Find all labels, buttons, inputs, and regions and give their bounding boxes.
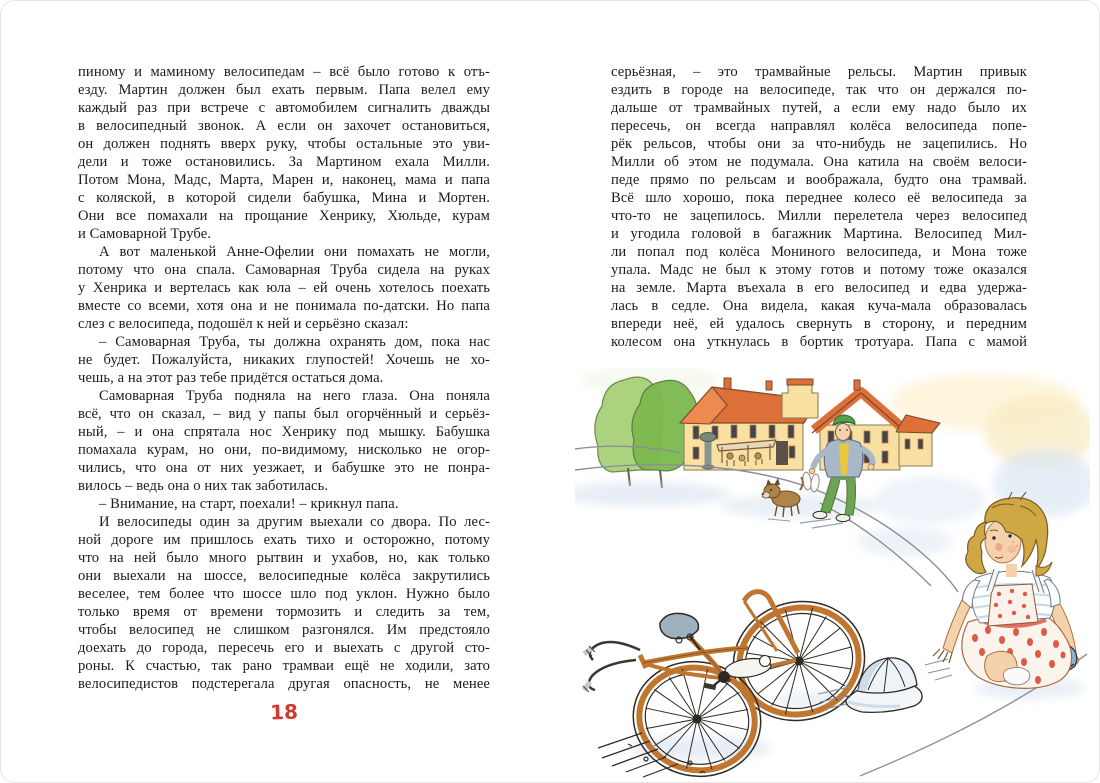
page-number: 18 [269,699,299,725]
text-line: доехать до города, пересечь его и выехать с другой сто- [78,640,490,656]
text-line: – Самоварная Труба, ты должна охранять дом, пока нас [99,334,490,350]
text-line: – Внимание, на старт, поехали! – крикнул папа. [99,496,399,512]
text-line: ли попал под колёса Мониного велосипеда, и Мона тоже [611,244,1027,260]
text-line: впереди неё, ей удалось свернуть в сторону, и передним [611,316,1027,332]
text-line: пиному и маминому велосипедам – всё было готово к отъ- [78,64,490,80]
text-line: Милли об этом не подумала. Она катила на своём велоси- [611,154,1027,170]
text-line: чтобы велосипед не слишком разгонялся. Им предстояло [78,622,490,638]
text-line: серьёзная, – это трамвайные рельсы. Мартин привык [611,64,1027,80]
text-line: колесом она уткнулась в бортик тротуара. Папа с мамой [611,334,1027,350]
text-line: у Хенрика и вертелась как юла – ей очень хотелось поехать [78,280,490,296]
text-line: и Самоварной Трубе. [78,226,212,242]
text-line: Самоварная Труба подняла на него глаза. Она поняла [99,388,490,404]
text-line: что-то не зацепилось. Милли перелетела через велосипед [611,208,1027,224]
text-line: потому что она спала. Самоварная Труба сидела на руках [78,262,490,278]
text-line: Потом Мона, Мадс, Марта, Марен и, наконец, мама и папа [78,172,490,188]
illustration [575,368,1090,780]
text-line: пересечь, он всегда направлял колёса велосипеда попе- [611,118,1027,134]
text-line: ной дороге им пришлось ехать тихо и осторожно, потому [78,532,490,548]
text-line: рёк рельсов, чтобы они за что-нибудь не зацепились. Но [611,136,1027,152]
text-line: он должен поднять вверх руку, чтобы остальные это уви- [78,136,490,152]
illustration-svg [575,368,1090,780]
handlebar [583,642,640,692]
text-line: слез с велосипеда, подошёл к ней и серьёзно сказал: [78,316,409,332]
text-line: всё, что он сказал, – вид у папы был огорчённый и серьёз- [78,406,490,422]
left-page-text [78,63,490,693]
text-line: что на ней было много рытвин и ухабов, но, как только [78,550,490,566]
text-line: веселее, тем более что шоссе шло под уклон. Нужно было [78,586,490,602]
text-line: они выехали на шоссе, велосипедные колёса закрутились [78,568,490,584]
text-line: лась в седле. Она видела, какая куча-мала образовалась [611,298,1027,314]
text-line: вместе со всеми, хотя она и не понимала по-датски. Но папа [78,298,490,314]
text-line: только время от времени тормозить и следить за тем, [78,604,490,620]
text-line: в велосипедный звонок. А если он захочет остановиться, [78,118,490,134]
text-line: упала. Мадс не был к этому готов и потому тоже оказался [611,262,1027,278]
text-line: чились, что она от них уезжает, и бабушке это не понра- [78,460,490,476]
text-line: ездить в городе на велосипеде, так что он держался по- [611,82,1027,98]
text-line: педе прямо по рельсам и воображала, будто она трамвай. [611,172,1027,188]
text-line: Они все помахали на прощание Хенрику, Хюльде, курам [78,208,490,224]
text-line: с коляской, в которой сидели бабушка, Мина и Мортен. [78,190,490,206]
text-line: вилось – ведь она о них так заботилась. [78,478,329,494]
tree [595,377,697,488]
text-line: езду. Мартин должен был ехать первым. Папа велел ему [78,82,490,98]
text-line: дели и тоже остановились. За Мартином ехала Милли. [78,154,490,170]
text-line: чешь, а на этот раз тебе придётся остаться дома. [78,370,384,386]
text-line: Всё шло хорошо, пока переднее колесо её велосипеда за [611,190,1027,206]
text-line: на земле. Марта въехала в его велосипед и едва удержа- [611,280,1027,296]
text-line: А вот маленькой Анне-Офелии они помахать не могли, [99,244,490,260]
right-page-text [611,63,1027,351]
text-line: роны. К счастью, так рано трамваи ещё не ходили, зато [78,658,490,674]
text-line: каждый раз при встрече с автомобилем сигналить дважды [78,100,490,116]
text-line: не будет. Пожалуйста, никаких глупостей! Хочешь не хо- [78,352,490,368]
text-line: помахала курам, но они, по-видимому, нисколько не огор- [78,442,490,458]
text-line: И велосипеды один за другим выехали со двора. По лес- [99,514,490,530]
text-line: дальше от трамвайных путей, а если ему надо было их [611,100,1027,116]
text-line: и угодила головой в багажник Мартина. Велосипед Мил- [611,226,1027,242]
text-line: велосипедистов подстерегала другая опасность, не менее [78,676,490,692]
text-line: ный, – и она спрятала нос Хенрику под мышку. Бабушка [78,424,490,440]
